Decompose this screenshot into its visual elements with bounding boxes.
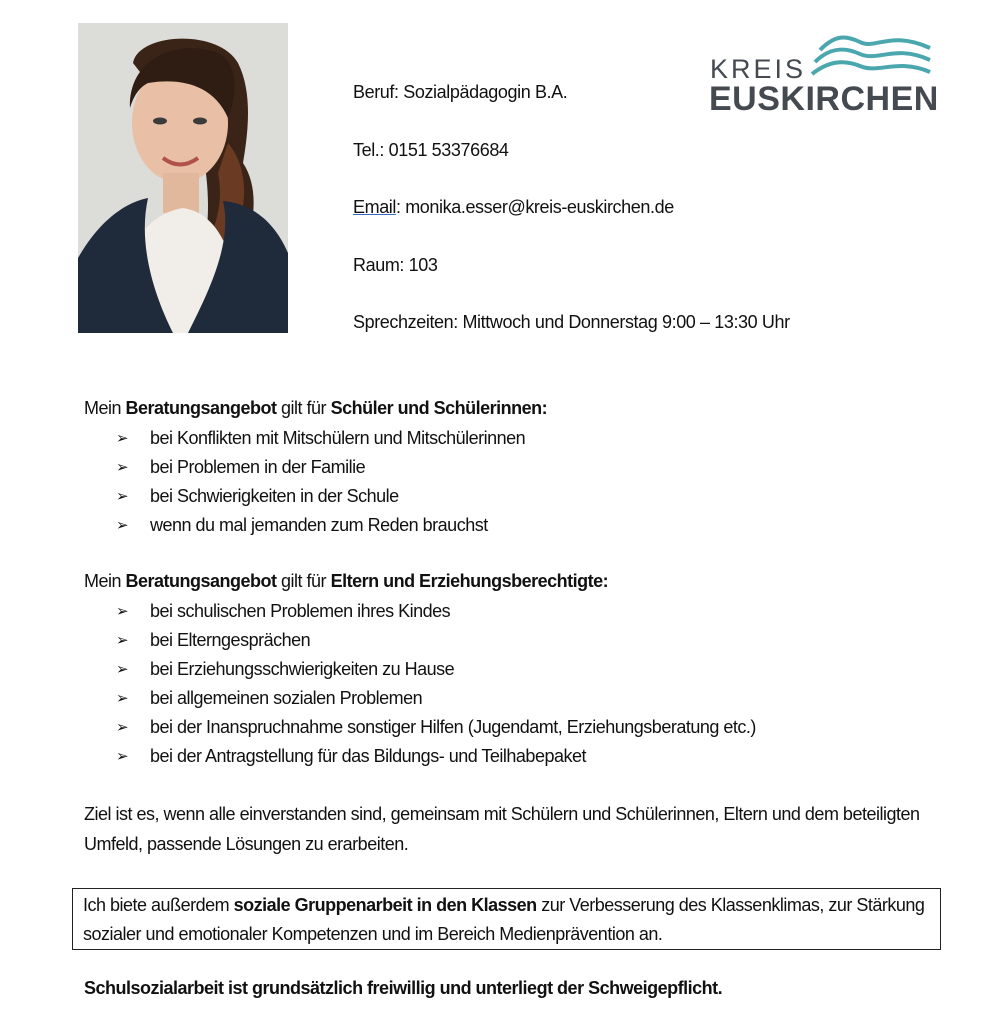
students-list [116, 424, 525, 540]
arrow-bullet-icon: ➢ [116, 603, 129, 620]
arrow-bullet-icon: ➢ [116, 517, 129, 534]
heading-bold-offer: Beratungsangebot [125, 398, 277, 418]
goal-paragraph: Ziel ist es, wenn alle einverstanden sind, gemeinsam mit Schülern und Schülerinnen, Eltern und dem beteiligten Umfeld, passende Lösungen zu erarbeiten. [84, 804, 920, 854]
arrow-bullet-icon: ➢ [116, 488, 129, 505]
list-item-text: bei Problemen in der Familie [150, 457, 366, 477]
job-line [353, 82, 567, 103]
logo-text-euskirchen: EUSKIRCHEN [709, 80, 939, 118]
arrow-bullet-icon: ➢ [116, 632, 129, 649]
email-value[interactable]: : monika.esser@kreis-euskirchen.de [396, 197, 674, 217]
section-parents-heading [84, 571, 608, 592]
list-item [116, 597, 756, 626]
arrow-bullet-icon: ➢ [116, 430, 129, 447]
list-item-text: bei Konflikten mit Mitschülern und Mitschülerinnen [150, 428, 526, 448]
heading-bold-target: Eltern und Erziehungsberechtigte: [330, 571, 609, 591]
list-item-text: bei schulischen Problemen ihres Kindes [150, 601, 451, 621]
group-work-box [72, 888, 941, 950]
kreis-euskirchen-logo [700, 20, 940, 120]
list-item-text: bei der Inanspruchnahme sonstiger Hilfen (Jugendamt, Erziehungsberatung etc.) [150, 717, 756, 737]
list-item [116, 453, 525, 482]
list-item [116, 482, 525, 511]
list-item-text: bei allgemeinen sozialen Problemen [150, 688, 423, 708]
heading-bold-offer: Beratungsangebot [125, 571, 277, 591]
list-item [116, 626, 756, 655]
job-label: Beruf: [353, 82, 404, 102]
arrow-bullet-icon: ➢ [116, 690, 129, 707]
arrow-bullet-icon: ➢ [116, 661, 129, 678]
box-text-bold: soziale Gruppenarbeit in den Klassen [233, 895, 537, 915]
arrow-bullet-icon: ➢ [116, 719, 129, 736]
list-item [116, 742, 756, 771]
heading-prefix: Mein [84, 398, 126, 418]
list-item [116, 684, 756, 713]
room-line: Raum: 103 [353, 255, 438, 275]
heading-middle: gilt für [276, 398, 331, 418]
list-item-text: bei der Antragstellung für das Bildungs- und Teilhabepaket [150, 746, 586, 766]
logo-text-kreis: KREIS [710, 54, 807, 84]
list-item-text: bei Erziehungsschwierigkeiten zu Hause [150, 659, 455, 679]
heading-middle: gilt für [276, 571, 331, 591]
box-text-prefix: Ich biete außerdem [83, 895, 234, 915]
list-item [116, 511, 525, 540]
phone-line: Tel.: 0151 53376684 [353, 140, 509, 160]
list-item-text: bei Schwierigkeiten in der Schule [150, 486, 399, 506]
job-value: Sozialpädagogin B.A. [403, 82, 568, 102]
heading-bold-target: Schüler und Schülerinnen: [330, 398, 548, 418]
arrow-bullet-icon: ➢ [116, 748, 129, 765]
list-item [116, 424, 525, 453]
email-line [353, 197, 674, 218]
portrait-photo [78, 23, 288, 333]
heading-prefix: Mein [84, 571, 126, 591]
arrow-bullet-icon: ➢ [116, 459, 129, 476]
box-text-suffix: zur Verbesserung des Klassenklimas, zur Stärkung sozialer und emotionaler Kompetenzen und im Bereich Medienprävention an. [83, 895, 925, 944]
email-label: Email [353, 197, 397, 217]
list-item-text: bei Elterngesprächen [150, 630, 311, 650]
office-hours-line: Sprechzeiten: Mittwoch und Donnerstag 9:00 – 13:30 Uhr [353, 312, 790, 332]
list-item-text: wenn du mal jemanden zum Reden brauchst [150, 515, 488, 535]
parents-list [116, 597, 756, 771]
portrait-image [78, 23, 288, 333]
confidentiality-note: Schulsozialarbeit ist grundsätzlich freiwillig und unterliegt der Schweigepflicht. [84, 978, 723, 998]
list-item [116, 713, 756, 742]
list-item [116, 655, 756, 684]
section-students-heading [84, 398, 547, 419]
